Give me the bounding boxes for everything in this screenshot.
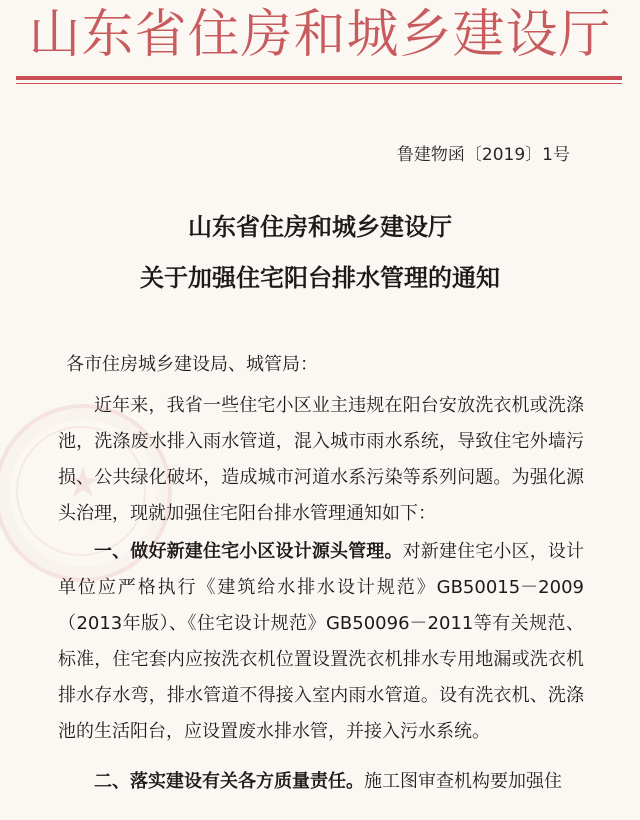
recipient-line: 各市住房城乡建设局、城管局： xyxy=(66,354,318,375)
section-heading-2: 二、落实建设有关各方质量责任。 xyxy=(94,771,364,792)
document-title-line-2: 关于加强住宅阳台排水管理的通知 xyxy=(140,263,500,292)
section-body-2: 施工图审查机构要加强住 xyxy=(364,771,562,792)
section-heading-1: 一、做好新建住宅小区设计源头管理。 xyxy=(94,541,403,562)
letterhead-rule-thin xyxy=(16,83,622,84)
letterhead-title: 山东省住房和城乡建设厅 xyxy=(28,5,612,65)
section-body-1: 对新建住宅小区，设计单位应严格执行《建筑给水排水设计规范》GB50015－2009（2013年版）、《住宅设计规范》GB50096－2011等有关规范、标准，住宅套内应按洗衣机位置设置洗衣机排水专用地漏或洗衣机排水存水弯，排水管道不得接入室内雨水管道。设有洗衣机、洗涤池的生活阳台，应设置废水排水管，并接入污水系统。 xyxy=(58,541,585,742)
document-title-line-1: 山东省住房和城乡建设厅 xyxy=(188,212,452,241)
document-number: 鲁建物函〔2019〕1号 xyxy=(396,145,570,165)
letterhead-rule-thick xyxy=(16,76,622,80)
body-paragraph-3 xyxy=(58,764,584,800)
body-paragraph-1: 近年来，我省一些住宅小区业主违规在阳台安放洗衣机或洗涤池，洗涤废水排入雨水管道，混入城市雨水系统，导致住宅外墙污损、公共绿化破坏，造成城市河道水系污染等系列问题。为强化源头治理，现就加强住宅阳台排水管理通知如下： xyxy=(58,395,584,524)
letterhead-header xyxy=(0,0,640,84)
body-paragraph-2 xyxy=(58,534,584,762)
